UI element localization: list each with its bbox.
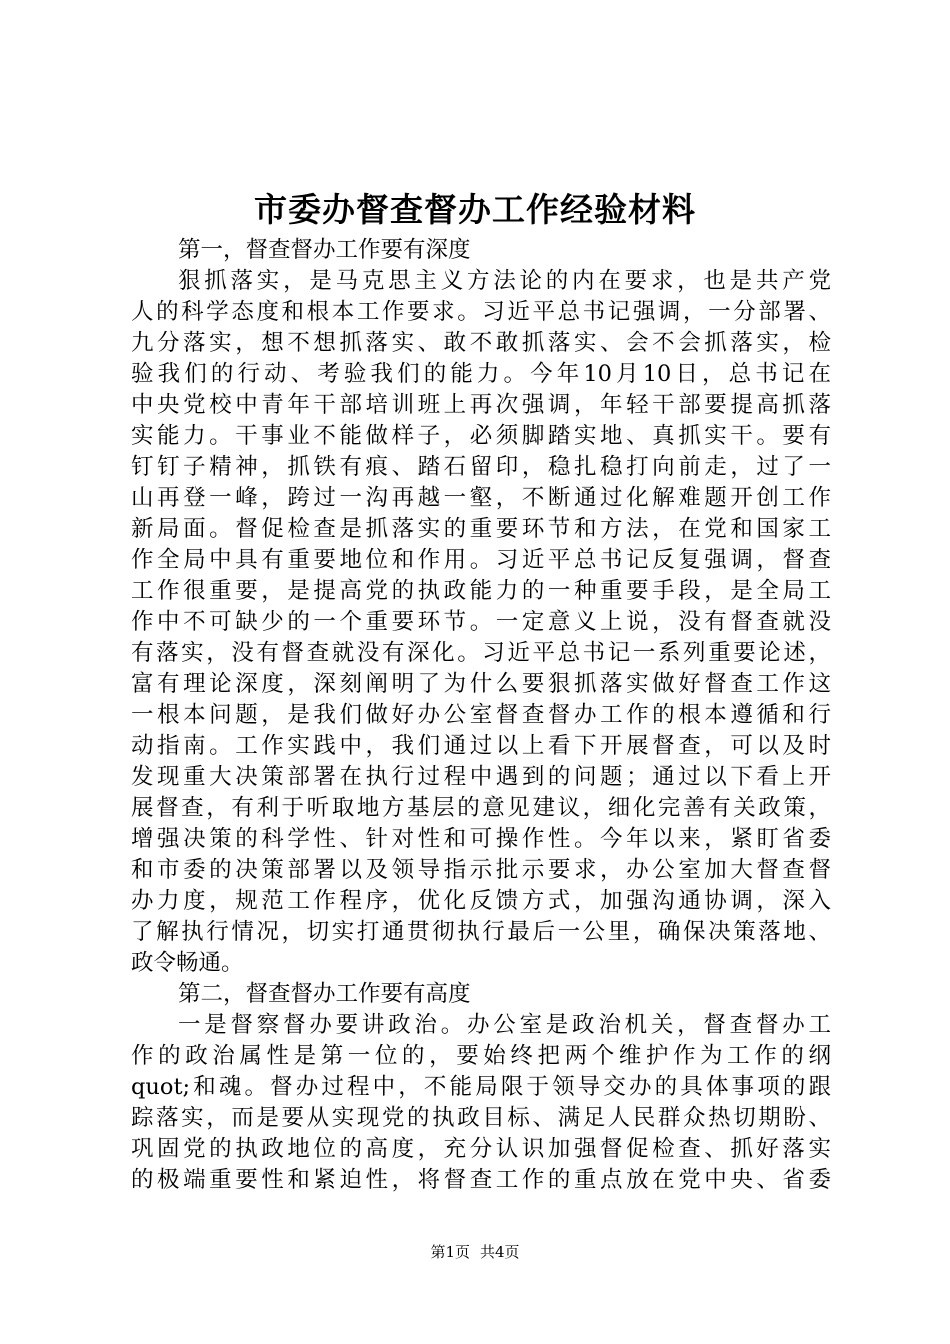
text-line: 作的政治属性是第一位的，要始终把两个维护作为工作的纲 — [131, 1043, 831, 1069]
text-line: 办力度，规范工作程序，优化反馈方式，加强沟通协调，深入 — [131, 888, 831, 914]
text-line: 第一，督查督办工作要有深度 — [178, 237, 471, 263]
document-title: 市委办督查督办工作经验材料 — [254, 190, 696, 229]
text-line: 一是督察督办要讲政治。办公室是政治机关，督查督办工 — [178, 1012, 831, 1038]
text-line: 有落实，没有督查就没有深化。习近平总书记一系列重要论述， — [131, 640, 831, 666]
text-line: 富有理论深度，深刻阐明了为什么要狠抓落实做好督查工作这 — [131, 671, 831, 697]
document-body — [131, 235, 831, 1196]
text-line: 第二，督查督办工作要有高度 — [178, 981, 471, 1007]
text-line: 山再登一峰，跨过一沟再越一壑，不断通过化解难题开创工作 — [131, 485, 831, 511]
page-total: 共4页 — [480, 1243, 520, 1261]
text-line: 中央党校中青年干部培训班上再次强调，年轻干部要提高抓落 — [131, 392, 831, 418]
text-line: 验我们的行动、考验我们的能力。今年10月10日，总书记在 — [131, 361, 831, 387]
text-line: 新局面。督促检查是抓落实的重要环节和方法，在党和国家工 — [131, 516, 831, 542]
page-number: 第1页 — [430, 1243, 470, 1261]
text-line: 发现重大决策部署在执行过程中遇到的问题；通过以下看上开 — [131, 764, 831, 790]
text-line: 人的科学态度和根本工作要求。习近平总书记强调，一分部署、 — [131, 299, 831, 325]
text-line: 了解执行情况，切实打通贯彻执行最后一公里，确保决策落地、 — [131, 919, 831, 945]
text-line: 动指南。工作实践中，我们通过以上看下开展督查，可以及时 — [131, 733, 831, 759]
text-line: 作中不可缺少的一个重要环节。一定意义上说，没有督查就没 — [131, 609, 831, 635]
text-line: 增强决策的科学性、针对性和可操作性。今年以来，紧盯省委 — [131, 826, 831, 852]
text-line: 政令畅通。 — [131, 950, 244, 976]
page-footer — [0, 1242, 950, 1262]
text-line: 踪落实，而是要从实现党的执政目标、满足人民群众热切期盼、 — [131, 1105, 831, 1131]
text-line: 和市委的决策部署以及领导指示批示要求，办公室加大督查督 — [131, 857, 831, 883]
text-line: 钉钉子精神，抓铁有痕、踏石留印，稳扎稳打向前走，过了一 — [131, 454, 831, 480]
text-line: 狠抓落实，是马克思主义方法论的内在要求，也是共产党 — [178, 268, 831, 294]
text-line: 作全局中具有重要地位和作用。习近平总书记反复强调，督查 — [131, 547, 831, 573]
text-line: 九分落实，想不想抓落实、敢不敢抓落实、会不会抓落实，检 — [131, 330, 831, 356]
text-line: quot;和魂。督办过程中，不能局限于领导交办的具体事项的跟 — [131, 1074, 831, 1100]
text-line: 工作很重要，是提高党的执政能力的一种重要手段，是全局工 — [131, 578, 831, 604]
text-line: 巩固党的执政地位的高度，充分认识加强督促检查、抓好落实 — [131, 1136, 831, 1162]
text-line: 一根本问题，是我们做好办公室督查督办工作的根本遵循和行 — [131, 702, 831, 728]
text-line: 的极端重要性和紧迫性，将督查工作的重点放在党中央、省委 — [131, 1167, 831, 1193]
text-line: 展督查，有利于听取地方基层的意见建议，细化完善有关政策， — [131, 795, 831, 821]
text-line: 实能力。干事业不能做样子，必须脚踏实地、真抓实干。要有 — [131, 423, 831, 449]
